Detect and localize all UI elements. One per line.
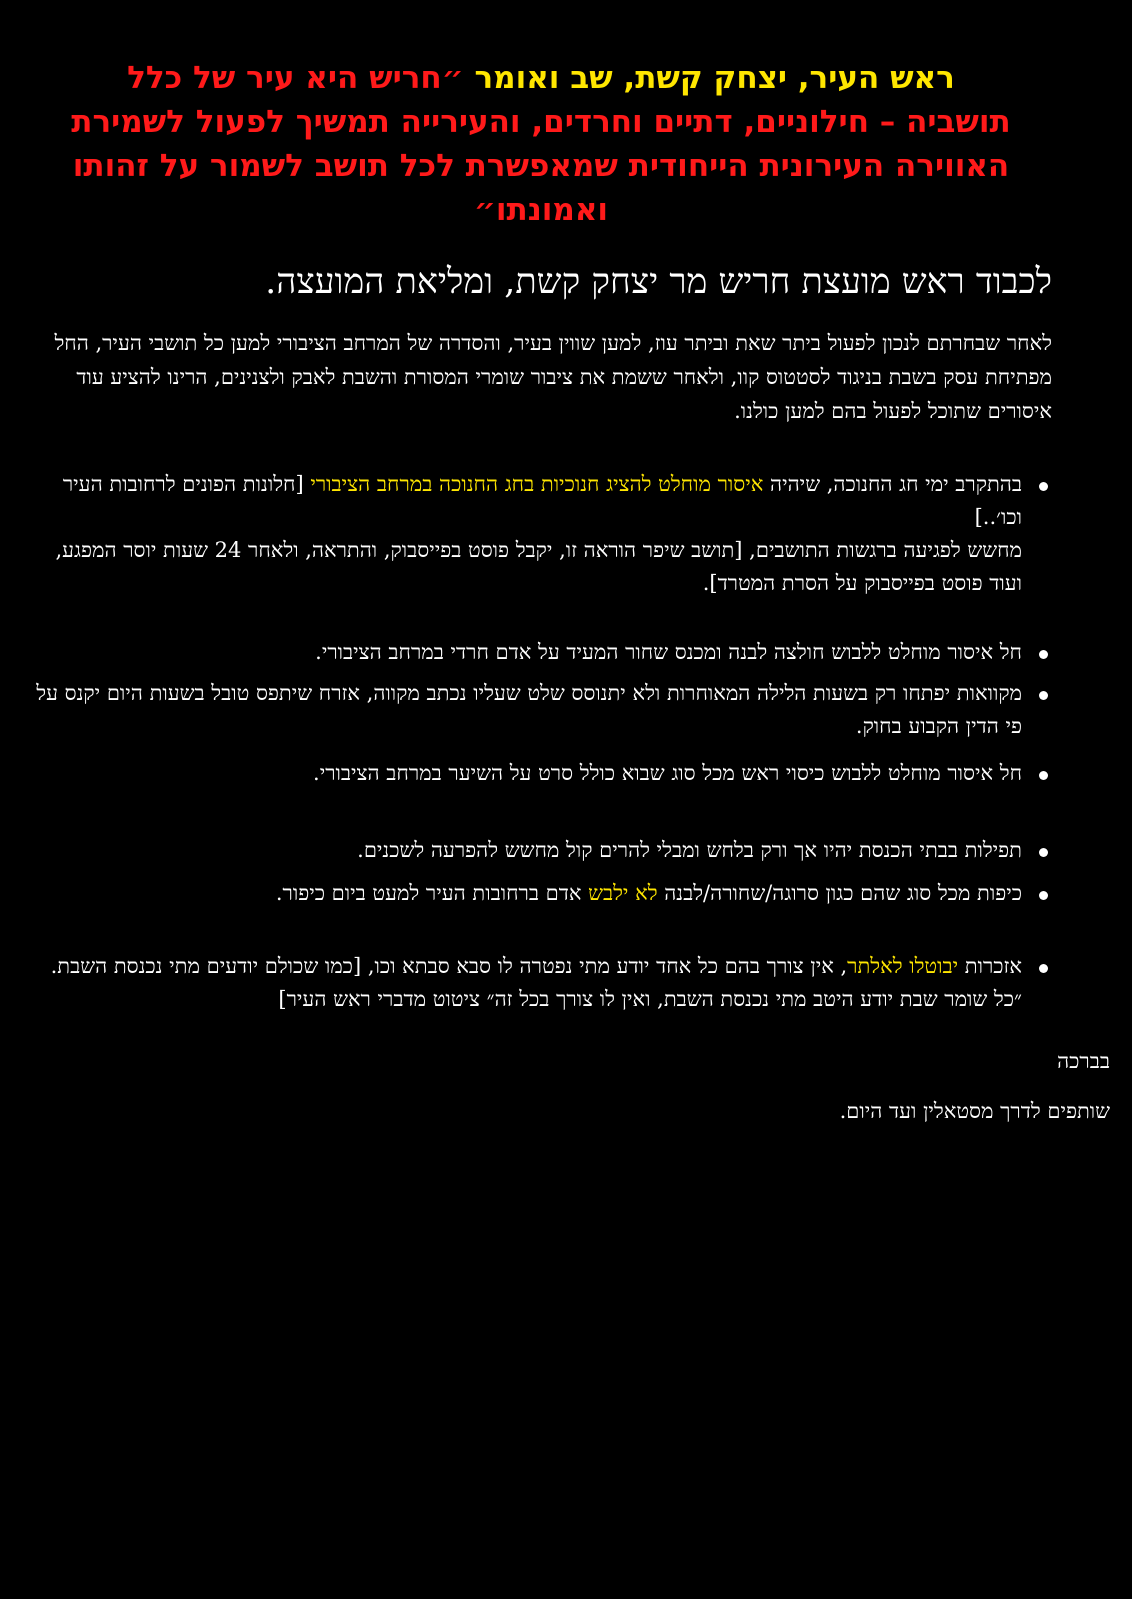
item-text: תפילות בבתי הכנסת יהיו אך ורק בלחש ומבלי להרים קול מחשש להפרעה לשכנים. — [357, 838, 1022, 862]
item-text: אדם ברחובות העיר למעט ביום כיפור. — [275, 881, 589, 905]
item-highlight: איסור מוחלט להציג חנוכיות בחג החנוכה במרחב הציבורי — [310, 472, 764, 496]
list-item — [30, 877, 1052, 910]
item-text: בהתקרב ימי חג החנוכה, שיהיה — [763, 472, 1022, 496]
headline-speaker: ראש העיר, יצחק קשת, שב ואומר — [463, 60, 955, 96]
item-text: מקוואות יפתחו רק בשעות הלילה המאוחרות ולא יתנוסס שלט שעליו נכתב מקווה, אזרח שיתפס טובל בשעות היום יקנס על פי הדין הקבוע בחוק. — [36, 681, 1022, 738]
item-highlight: לא ילבש — [588, 881, 658, 905]
signature: שותפים לדרך מסטאלין ועד היום. — [839, 1099, 1110, 1123]
list-item — [30, 834, 1052, 867]
item-text: חל איסור מוחלט ללבוש כיסוי ראש מכל סוג שבוא כולל סרט על השיער במרחב הציבורי. — [313, 761, 1022, 785]
bullet-icon — [1039, 848, 1048, 857]
list-item — [30, 757, 1052, 790]
headline-quote: ״חריש היא עיר של כלל תושביה – חילוניים, דתיים וחרדים, והעירייה תמשיך לפעול לשמירת האווירה העירונית הייחודית שמאפשרת לכל תושב לשמור על זהותו ואמונתו״ — [71, 60, 1011, 228]
demands-list — [30, 468, 1052, 1016]
bullet-icon — [1039, 650, 1048, 659]
item-text: אזכרות — [958, 954, 1022, 978]
item-text: חל איסור מוחלט ללבוש חולצה לבנה ומכנס שחור המעיד על אדם חרדי במרחב הציבורי. — [315, 640, 1022, 664]
list-item — [30, 950, 1052, 1016]
bullet-icon — [1039, 771, 1048, 780]
item-text: מחשש לפגיעה ברגשות התושבים, [תושב שיפר הוראה זו, יקבל פוסט בפייסבוק, והתראה, ולאחר 24 שעות יוסר המפגע, ועוד פוסט בפייסבוק על הסרת המטרד]. — [55, 538, 1022, 595]
intro-paragraph: לאחר שבחרתם לנכון לפעול ביתר שאת וביתר עוז, למען שווין בעיר, והסדרה של המרחב הציבורי למען כל תושבי העיר, החל מפתיחת עסק בשבת בניגוד לסטטוס קוו, ולאחר ששמת את ציבור שומרי המסורת והשבת לאבק ולצנינים, הרינו להציע עוד איסורים שתוכל לפעול בהם למען כולנו. — [54, 331, 1052, 423]
item-highlight: יבוטלו לאלתר — [847, 954, 959, 978]
list-item — [30, 636, 1052, 669]
bullet-icon — [1039, 482, 1048, 491]
bullet-icon — [1039, 964, 1048, 973]
bullet-icon — [1039, 691, 1048, 700]
list-item — [30, 468, 1052, 600]
closing: בברכה — [1057, 1049, 1110, 1073]
bullet-icon — [1039, 891, 1048, 900]
item-text: כיפות מכל סוג שהם כגון סרוגה/שחורה/לבנה — [657, 881, 1022, 905]
item-text: [חלונות הפונים לרחובות העיר וכו׳..] — [62, 472, 1022, 529]
headline — [70, 56, 1012, 232]
salutation: לכבוד ראש מועצת חריש מר יצחק קשת, ומליאת המועצה. — [265, 262, 1052, 302]
list-item — [30, 677, 1052, 743]
item-text: , אין צורך בהם כל אחד יודע מתי נפטרה לו סבא סבתא וכו, [כמו שכולם יודעים מתי נכנסת השבת. ״כל שומר שבת יודע היטב מתי נכנסת השבת, ואין לו צורך בכל זה״ ציטוט מדברי ראש העיר] — [50, 954, 1022, 1011]
